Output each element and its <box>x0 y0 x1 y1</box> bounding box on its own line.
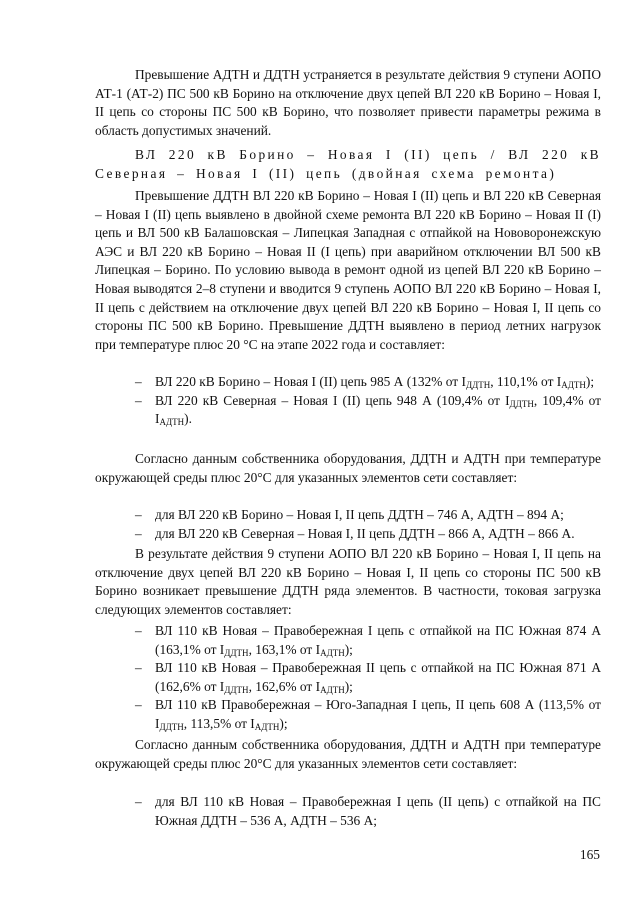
list-item: – ВЛ 110 кВ Новая – Правобережная I цепь с отпайкой на ПС Южная 874 А (163,1% от $I_{ДДТН}$, 163,1% от $I_{АДТН}$); <box>135 623 601 658</box>
section-heading-line-2: Северная – Новая I (II) цепь (двойная схема ремонта) <box>95 165 557 181</box>
section-heading <box>95 146 601 183</box>
list-overload-220 <box>95 373 601 429</box>
list-item: – ВЛ 110 кВ Правобережная – Юго-Западная I цепь, II цепь 608 А (113,5% от $I_{ДДТН}$, 113,5% от $I_{АДТН}$); <box>135 697 601 732</box>
list-item: – ВЛ 110 кВ Новая – Правобережная II цепь с отпайкой на ПС Южная 871 А (162,6% от $I_{ДДТН}$, 162,6% от $I_{АДТН}$); <box>135 660 601 695</box>
list-item: – для ВЛ 220 кВ Северная – Новая I, II цепь ДДТН – 866 А, АДТН – 866 А. <box>135 525 575 541</box>
paragraph-1: Превышение АДТН и ДДТН устраняется в результате действия 9 ступени АОПО АТ-1 (АТ-2) ПС 500 кВ Борино на отключение двух цепей ВЛ 220 кВ Борино – Новая I, II цепь со стороны ПС 500 кВ Борино, что позволяет привести параметры режима в область допустимых значений. <box>95 67 601 138</box>
list-item: – ВЛ 220 кВ Борино – Новая I (II) цепь 985 А (132% от $I_{ДДТН}$, 110,1% от $I_{АДТН}$); <box>135 374 595 390</box>
section-heading-line-1: ВЛ 220 кВ Борино – Новая I (II) цепь / ВЛ 220 кВ <box>135 147 601 162</box>
list-limits-220 <box>95 506 601 543</box>
paragraph-2: Превышение ДДТН ВЛ 220 кВ Борино – Новая I (II) цепь и ВЛ 220 кВ Северная – Новая I (II) цепь выявлено в двойной схеме ремонта ВЛ 220 кВ Борино – Новая II (I) цепь и ВЛ 500 кВ Балашовская – Липецкая Западная с отпайкой на Нововоронежскую АЭС и ВЛ 220 кВ Борино – Новая II (I цепь) при аварийном отключении ВЛ 500 кВ Липецкая – Борино. По условию вывода в ремонт одной из цепей ВЛ 220 кВ Борино – Новая выводятся 2–8 ступени и вводится 9 ступень АОПО ВЛ 220 кВ Борино – Новая I, II цепь с действием на отключение двух цепей ВЛ 220 кВ Борино – Новая I, II цепь со стороны ПС 500 кВ Борино. Превышение ДДТН выявлено в период летних нагрузок при температуре плюс 20 °С на этапе 2022 года и составляет: <box>95 188 601 352</box>
page-number: 165 <box>579 847 600 862</box>
list-item: – ВЛ 220 кВ Северная – Новая I (II) цепь 948 А (109,4% от $I_{ДДТН}$, 109,4% от $I_{АДТН}$). <box>135 392 601 428</box>
list-item: – для ВЛ 110 кВ Новая – Правобережная I цепь (II цепь) с отпайкой на ПС Южная ДДТН – 536 А, АДТН – 536 А; <box>135 794 601 828</box>
list-limits-110 <box>95 793 601 830</box>
paragraph-3: Согласно данным собственника оборудования, ДДТН и АДТН при температуре окружающей среды плюс 20°С для указанных элементов сети составляет: <box>95 451 601 485</box>
paragraph-5: Согласно данным собственника оборудования, ДДТН и АДТН при температуре окружающей среды плюс 20°С для указанных элементов сети составляет: <box>95 737 601 771</box>
paragraph-4: В результате действия 9 ступени АОПО ВЛ 220 кВ Борино – Новая I, II цепь на отключение двух цепей ВЛ 220 кВ Борино – Новая I, II цепь со стороны ПС 500 кВ Борино возникает превышение ДДТН ряда элементов. В частности, токовая загрузка следующих элементов составляет: <box>95 546 601 617</box>
list-overload-110 <box>95 622 601 734</box>
list-item: – для ВЛ 220 кВ Борино – Новая I, II цепь ДДТН – 746 А, АДТН – 894 А; <box>135 507 564 522</box>
